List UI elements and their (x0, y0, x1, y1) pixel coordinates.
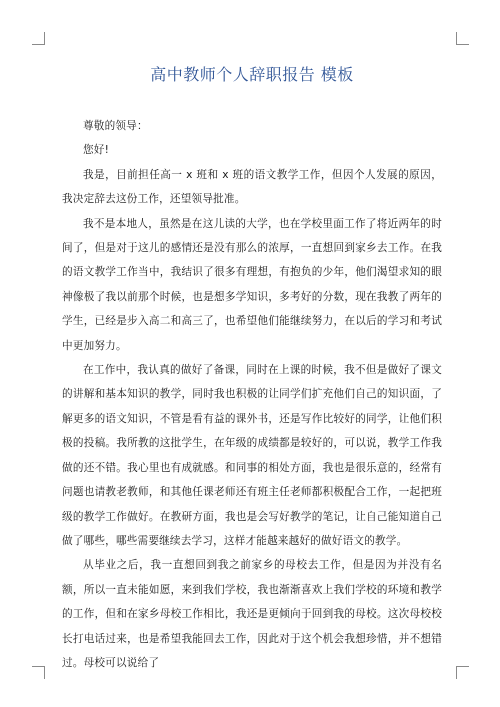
greeting: 您好! (83, 144, 110, 157)
paragraph-background: 我不是本地人，虽然是在这儿读的大学，也在学校里面工作了将近两年的时间了，但是对于这儿的感情还是没有那么的浓厚，一直想回到家乡去工作。在我的语文教学工作当中，我结识了很多有理想，有抱负的少年，他们渴望求知的眼神像极了我以前那个时候，也是想多学知识，多考好的分数，现在我教了两年的学生，已经是步入高二和高三了，也希望他们能继续努力，在以后的学习和考试中更加努力。 (62, 217, 442, 352)
paragraph-reason: 从毕业之后，我一直想回到我之前家乡的母校去工作，但是因为并没有名额，所以一直未能如愿，来到我们学校，我也渐渐喜欢上我们学校的环境和教学的工作，但和在家乡母校工作相比，我还是更倾向于回到我的母校。这次母校校长打电话过来，也是希望我能回去工作，因此对于这个机会我想珍惜，并不想错过。母校可以说给了 (62, 559, 442, 669)
crop-mark-bottom-left (32, 666, 45, 679)
salutation: 尊敬的领导： (83, 120, 148, 132)
crop-mark-bottom-right (456, 666, 469, 679)
paragraph-work: 在工作中，我认真的做好了备课，同时在上课的时候，我不但是做好了课文的讲解和基本知识的教学，同时我也积极的让同学们扩充他们自己的知识面，了解更多的语文知识，不管是看有益的课外书，还是写作比较好的同学，让他们积极的投稿。我所教的这批学生，在年级的成绩都是较好的，可以说，教学工作我做的还不错。我心里也有成就感。和同事的相处方面，我也是很乐意的，经常有问题也请教老教师，和其他任课老师还有班主任老师都积极配合工作，一起把班级的教学工作做好。在教研方面，我也是会写好教学的笔记，让自己能知道自己做了哪些，哪些需要继续去学习，这样才能越来越好的做好语文的教学。 (62, 364, 442, 547)
crop-mark-top-left (32, 32, 45, 45)
document-body (62, 64, 442, 675)
document-title: 高中教师个人辞职报告 模板 (150, 65, 354, 84)
crop-mark-top-right (456, 32, 469, 45)
paragraph-intro: 我是，目前担任高一 x 班和 x 班的语文教学工作，但因个人发展的原因，我决定辞去这份工作，还望领导批准。 (62, 168, 442, 206)
